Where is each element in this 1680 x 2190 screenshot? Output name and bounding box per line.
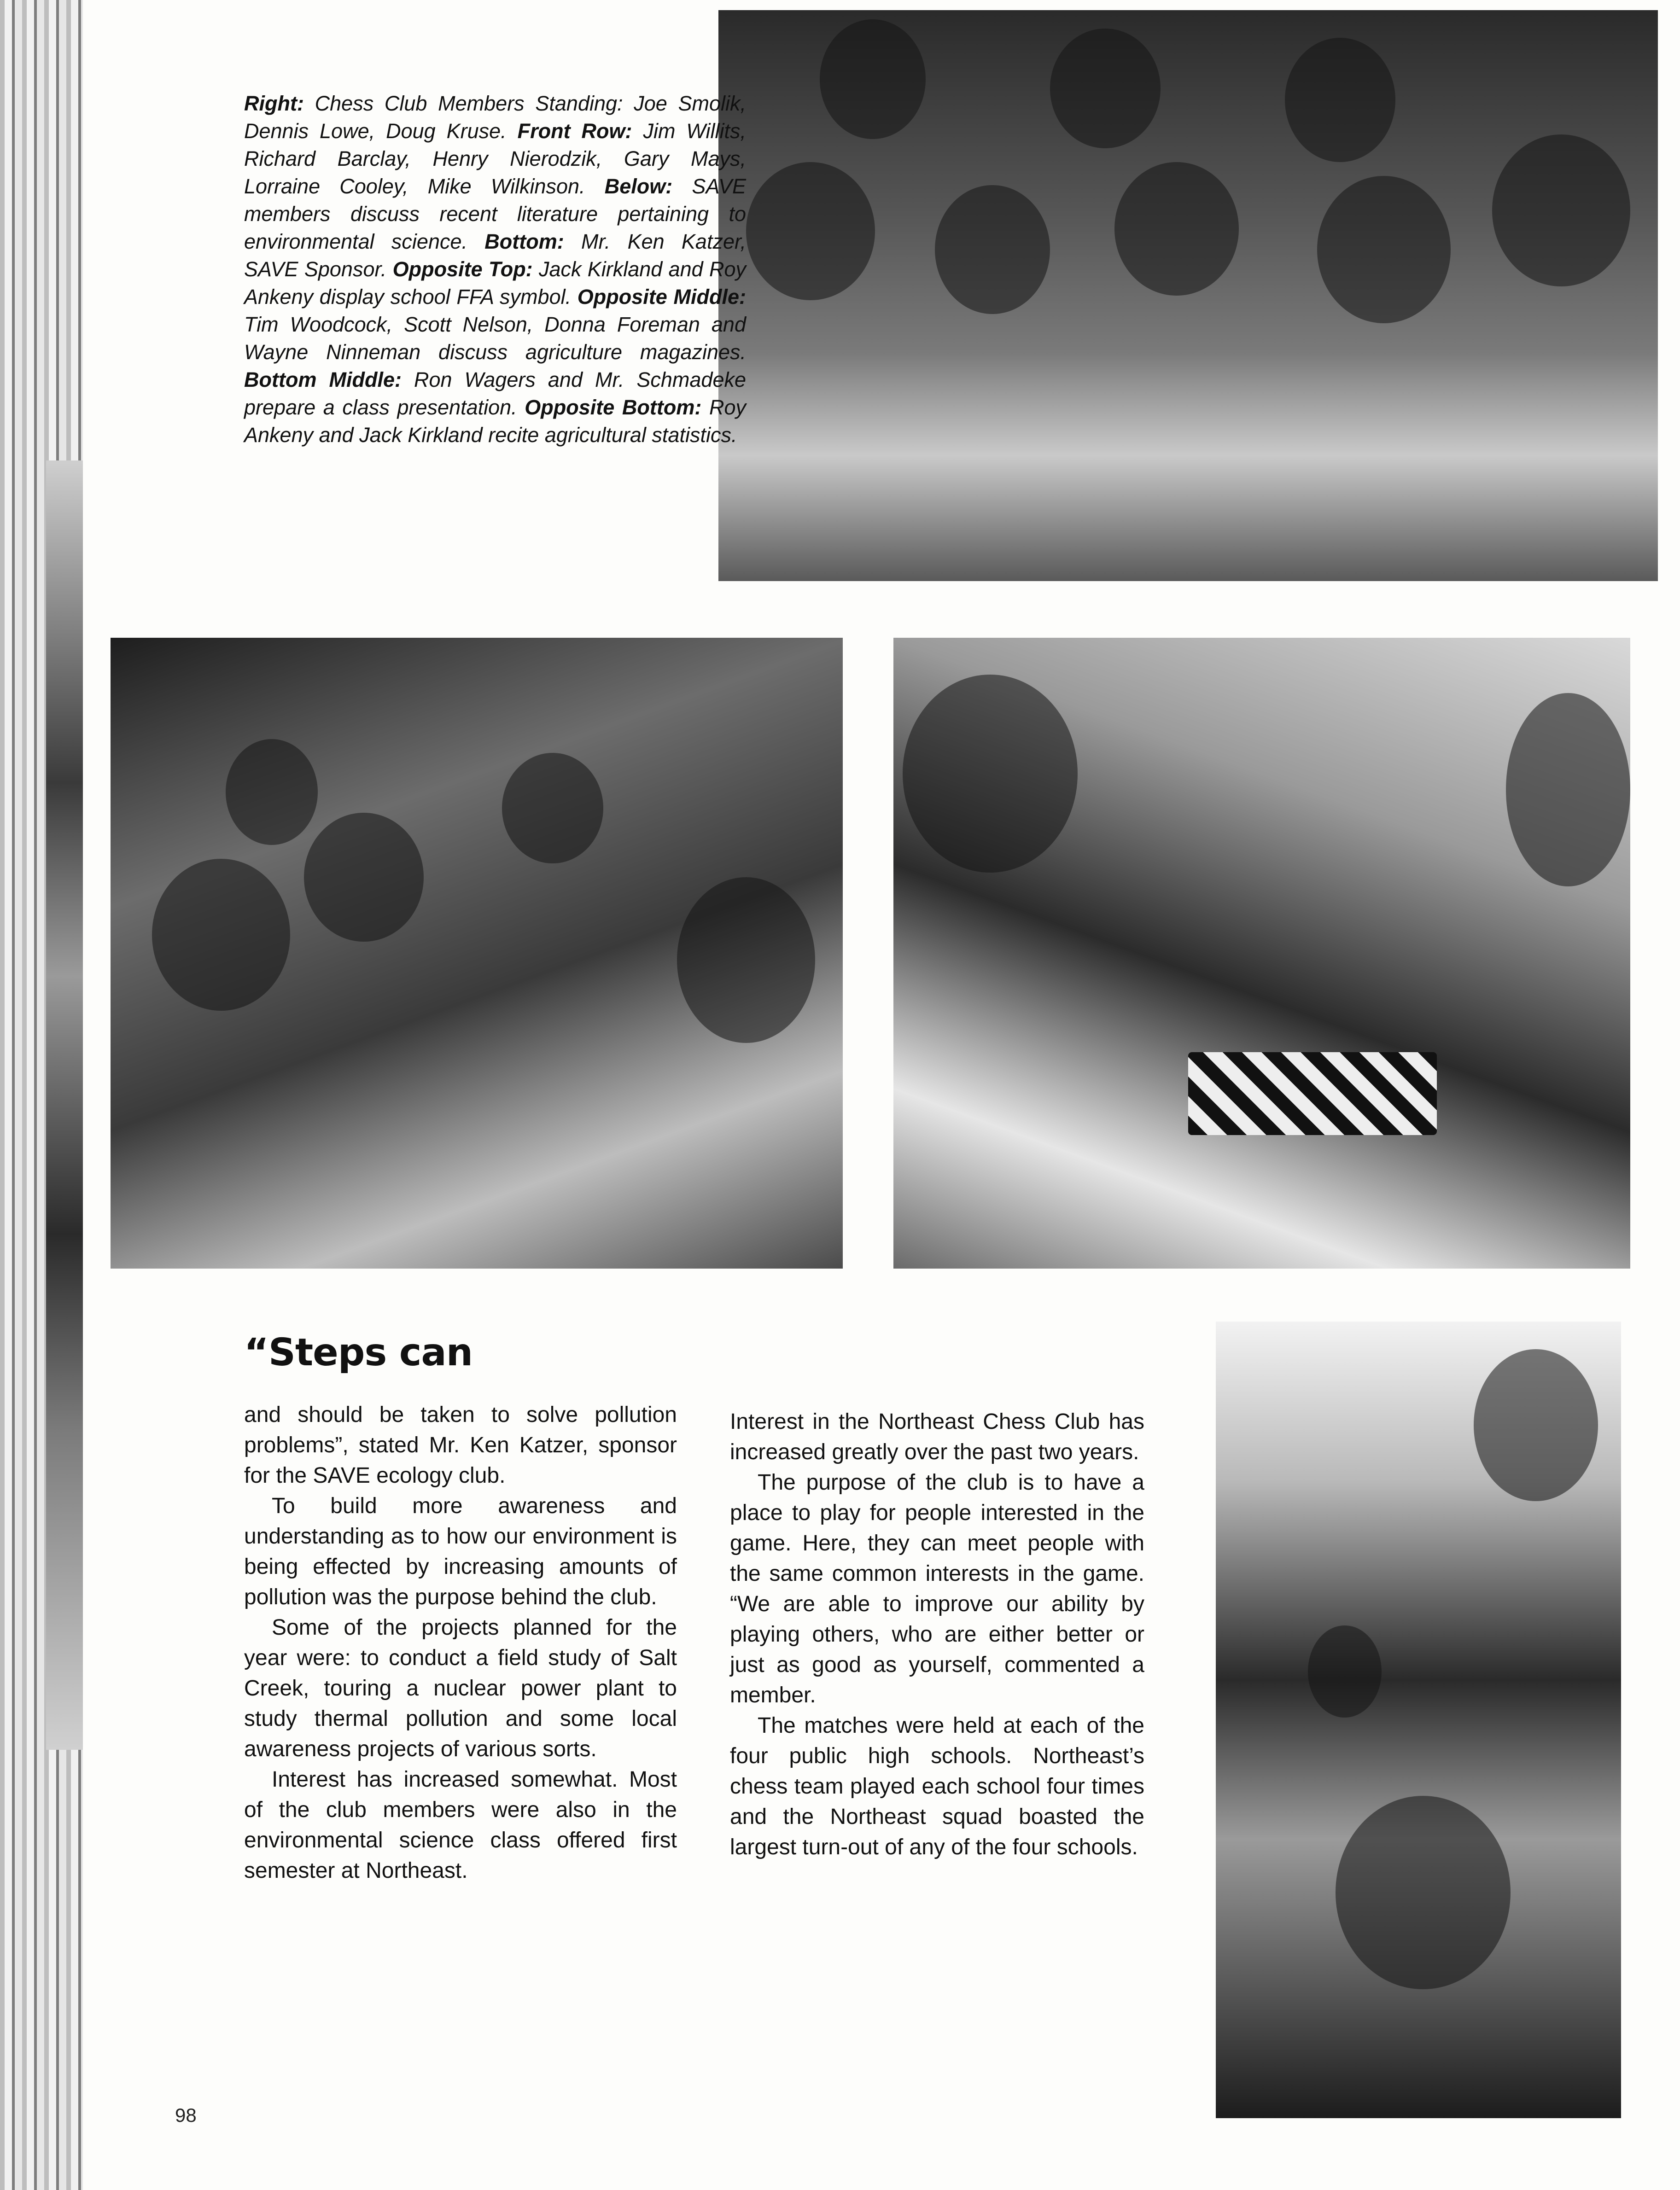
- article-headline: “Steps can: [244, 1331, 473, 1375]
- caption-text: Jack Kirkland and Roy Ankeny display school FFA symbol.: [244, 257, 747, 309]
- save-members-photo: [111, 638, 843, 1269]
- chess-match-photo: [893, 638, 1630, 1269]
- caption-label: Bottom Middle:: [244, 368, 402, 391]
- article-column-save: [244, 1400, 677, 1886]
- caption-label: Opposite Bottom:: [525, 396, 702, 419]
- yearbook-page: [83, 0, 1680, 2190]
- caption-label: Below:: [604, 175, 673, 198]
- caption-text: Jim Willits, Richard Barclay, Henry Nierodzik, Gary Mays, Lorraine Cooley, Mike Wilkinson.: [244, 119, 747, 198]
- caption-label: Right:: [244, 92, 304, 115]
- caption-text: Ron Wagers and Mr. Schmadeke prepare a class presentation.: [244, 368, 747, 419]
- caption-label: Opposite Top:: [392, 257, 533, 281]
- caption-text: Mr. Ken Katzer, SAVE Sponsor.: [244, 230, 746, 281]
- caption-text: Tim Woodcock, Scott Nelson, Donna Foreman and Wayne Ninneman discuss agriculture magazines.: [244, 313, 746, 364]
- page-number: 98: [175, 2104, 197, 2126]
- caption-text: Chess Club Members Standing: Joe Smolik, Dennis Lowe, Doug Kruse.: [244, 92, 746, 143]
- paragraph: Interest in the Northeast Chess Club has increased greatly over the past two years.: [730, 1410, 1144, 1464]
- chess-club-group-photo: [718, 10, 1658, 581]
- caption-label: Front Row:: [517, 119, 632, 143]
- sponsor-katzer-photo: [1216, 1322, 1621, 2118]
- article-column-chess: [730, 1407, 1144, 1863]
- caption-text: SAVE members discuss recent literature pertaining to environmental science.: [244, 175, 747, 253]
- paragraph: Interest has increased somewhat. Most of the club members were also in the environmental science class offered first semester at Northeast.: [244, 1767, 677, 1883]
- paragraph: and should be taken to solve pollution problems”, stated Mr. Ken Katzer, sponsor for the SAVE ecology club.: [244, 1403, 677, 1488]
- caption-label: Opposite Middle:: [577, 285, 746, 309]
- caption-label: Bottom:: [484, 230, 564, 253]
- paragraph: The matches were held at each of the four public high schools. Northeast’s chess team played each school four times and the Northeast squad boasted the largest turn-out of any of the four schools.: [730, 1713, 1144, 1859]
- caption-text: Roy Ankeny and Jack Kirkland recite agricultural statistics.: [244, 396, 746, 447]
- photo-caption: [244, 90, 746, 449]
- paragraph: The purpose of the club is to have a place to play for people interested in the game. Here, they can meet people with the same common interests in the game. “We are able to improve our ability by playing others, who are either better or just as good as yourself, commented a member.: [730, 1470, 1144, 1707]
- paragraph: Some of the projects planned for the year were: to conduct a field study of Salt Creek, touring a nuclear power plant to study thermal pollution and some local awareness projects of various sorts.: [244, 1615, 677, 1761]
- book-page-edge: [0, 0, 92, 2190]
- paragraph: To build more awareness and understanding as to how our environment is being effected by increasing amounts of pollution was the purpose behind the club.: [244, 1494, 677, 1609]
